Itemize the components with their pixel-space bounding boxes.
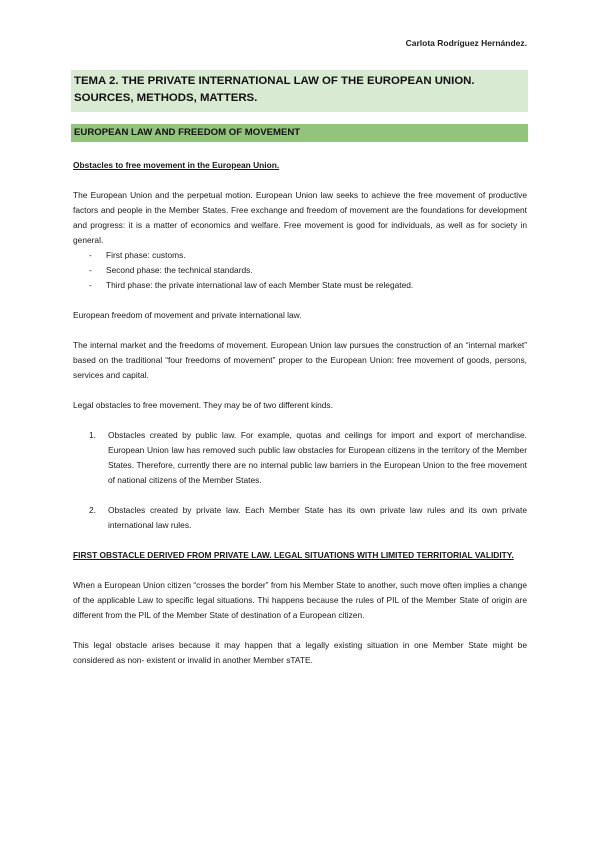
list-text: Obstacles created by public law. For example, quotas and ceilings for import and export of merchandise. European Union law has removed such public law obstacles for European citizens in the territory of the Member States. Therefore, currently there are no internal public law barriers in the European Union to the free movement of national citizens of the Member States. [108,430,527,485]
list-item: - Second phase: the technical standards. [89,263,527,278]
legal-obstacle-paragraph: This legal obstacle arises because it may happen that a legally existing situation in one Member State might be considered as non- existent or invalid in another Member sTATE. [73,640,527,665]
first-obstacle-paragraph: When a European Union citizen “crosses the border” from his Member State to another, such move often implies a change of the applicable Law to specific legal situations. Thi happens because the rules of PIL of the Member State of origin are different from the PIL of the Member State of destination of a European citizen. [73,580,527,620]
list-text: Obstacles created by private law. Each Member State has its own private law rules and its own private international law rules. [108,505,527,530]
freedom-heading: European freedom of movement and private international law. [73,310,302,320]
first-obstacle-heading: FIRST OBSTACLE DERIVED FROM PRIVATE LAW. LEGAL SITUATIONS WITH LIMITED TERRITORIAL VALIDITY. [73,550,514,560]
list-number: 2. [89,505,96,515]
list-item: - Third phase: the private international law of each Member State must be relegated. [89,278,527,293]
document-body [73,158,527,668]
list-number: 1. [89,430,96,440]
legal-obstacles-intro: Legal obstacles to free movement. They may be of two different kinds. [73,400,333,410]
document-title: TEMA 2. THE PRIVATE INTERNATIONAL LAW OF THE EUROPEAN UNION. SOURCES, METHODS, MATTERS. [71,70,528,112]
phases-list [73,248,527,293]
obstacle-kinds-list [73,428,527,533]
intro-paragraph: The European Union and the perpetual motion. European Union law seeks to achieve the free movement of productive factors and people in the Member States. Free exchange and freedom of movement are the foundations for development and progress: it is a matter of economics and welfare. Free movement is good for individuals, as well as for society in general. [73,190,527,245]
list-item [89,428,527,488]
section-heading: EUROPEAN LAW AND FREEDOM OF MOVEMENT [71,124,528,142]
obstacles-heading: Obstacles to free movement in the European Union. [73,160,280,170]
list-item [89,503,527,533]
author-name: Carlota Rodríguez Hernández. [405,38,527,48]
list-item: - First phase: customs. [89,248,527,263]
internal-market-paragraph: The internal market and the freedoms of movement. European Union law pursues the construction of an “internal market” based on the traditional “four freedoms of movement” proper to the European Union: free movement of goods, persons, services and capital. [73,340,527,380]
